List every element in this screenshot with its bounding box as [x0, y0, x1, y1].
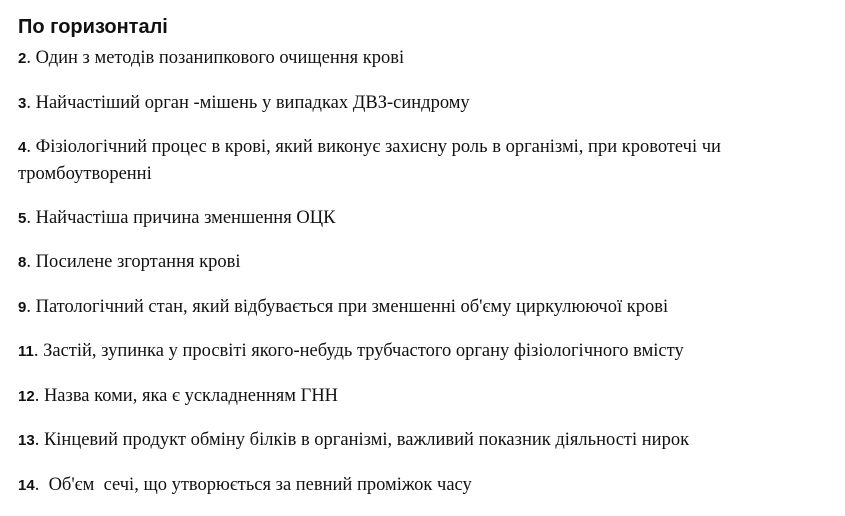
clue-item — [18, 205, 833, 232]
clue-list — [18, 45, 833, 499]
clue-text: Патологічний стан, який відбувається при зменшенні об'єму циркулюючої крові — [35, 296, 669, 317]
clue-item — [18, 427, 833, 454]
clue-text: Об'єм сечі, що утворюється за певний проміжок часу — [48, 474, 472, 495]
clue-item — [18, 90, 833, 117]
clue-item — [18, 134, 833, 187]
clue-number: 12 — [18, 387, 35, 405]
clue-item — [18, 383, 833, 410]
clue-number: 3 — [18, 94, 27, 112]
clue-separator: . — [26, 252, 36, 272]
clue-text: Найчастіша причина зменшення ОЦК — [35, 207, 336, 228]
clue-number: 14 — [18, 476, 35, 494]
clue-separator: . — [34, 385, 44, 406]
clue-text: Найчастіший орган -мішень у випадках ДВЗ-синдрому — [35, 92, 470, 113]
clue-number: 2 — [18, 50, 27, 67]
clue-number: 9 — [18, 298, 27, 316]
clue-number: 8 — [18, 254, 27, 271]
clue-number: 13 — [18, 432, 35, 449]
clue-item — [18, 294, 833, 321]
clue-text: Фізіологічний процес в крові, який виконує захисну роль в організмі, при кровотечі чи тромбоутворенні — [18, 137, 726, 184]
clue-item — [18, 472, 833, 499]
section-heading: По горизонталі — [18, 16, 168, 38]
clue-separator: . — [26, 48, 36, 68]
clue-number: 11 — [18, 343, 34, 360]
clue-text: Застій, зупинка у просвіті якого-небудь трубчастого органу фізіологічного вмісту — [43, 341, 684, 361]
clue-text: Посилене згортання крові — [35, 252, 241, 272]
clue-separator: . — [26, 137, 36, 157]
clue-text: Назва коми, яка є ускладненням ГНН — [43, 385, 339, 406]
clue-separator: . — [26, 296, 36, 317]
clue-separator: . — [33, 341, 44, 361]
clue-item — [18, 338, 833, 365]
clue-separator: . — [34, 430, 44, 450]
clue-separator: . — [34, 474, 49, 495]
clue-separator: . — [26, 207, 36, 228]
clue-text: Кінцевий продукт обміну білків в організмі, важливий показник діяльності нирок — [43, 430, 690, 450]
clue-number: 4 — [18, 139, 27, 156]
clue-item — [18, 45, 833, 72]
clue-separator: . — [26, 92, 36, 113]
crossword-clues-document — [18, 14, 833, 516]
clue-item — [18, 249, 833, 276]
clue-number: 5 — [18, 209, 27, 227]
clue-text: Один з методів позанипкового очищення крові — [35, 48, 405, 68]
